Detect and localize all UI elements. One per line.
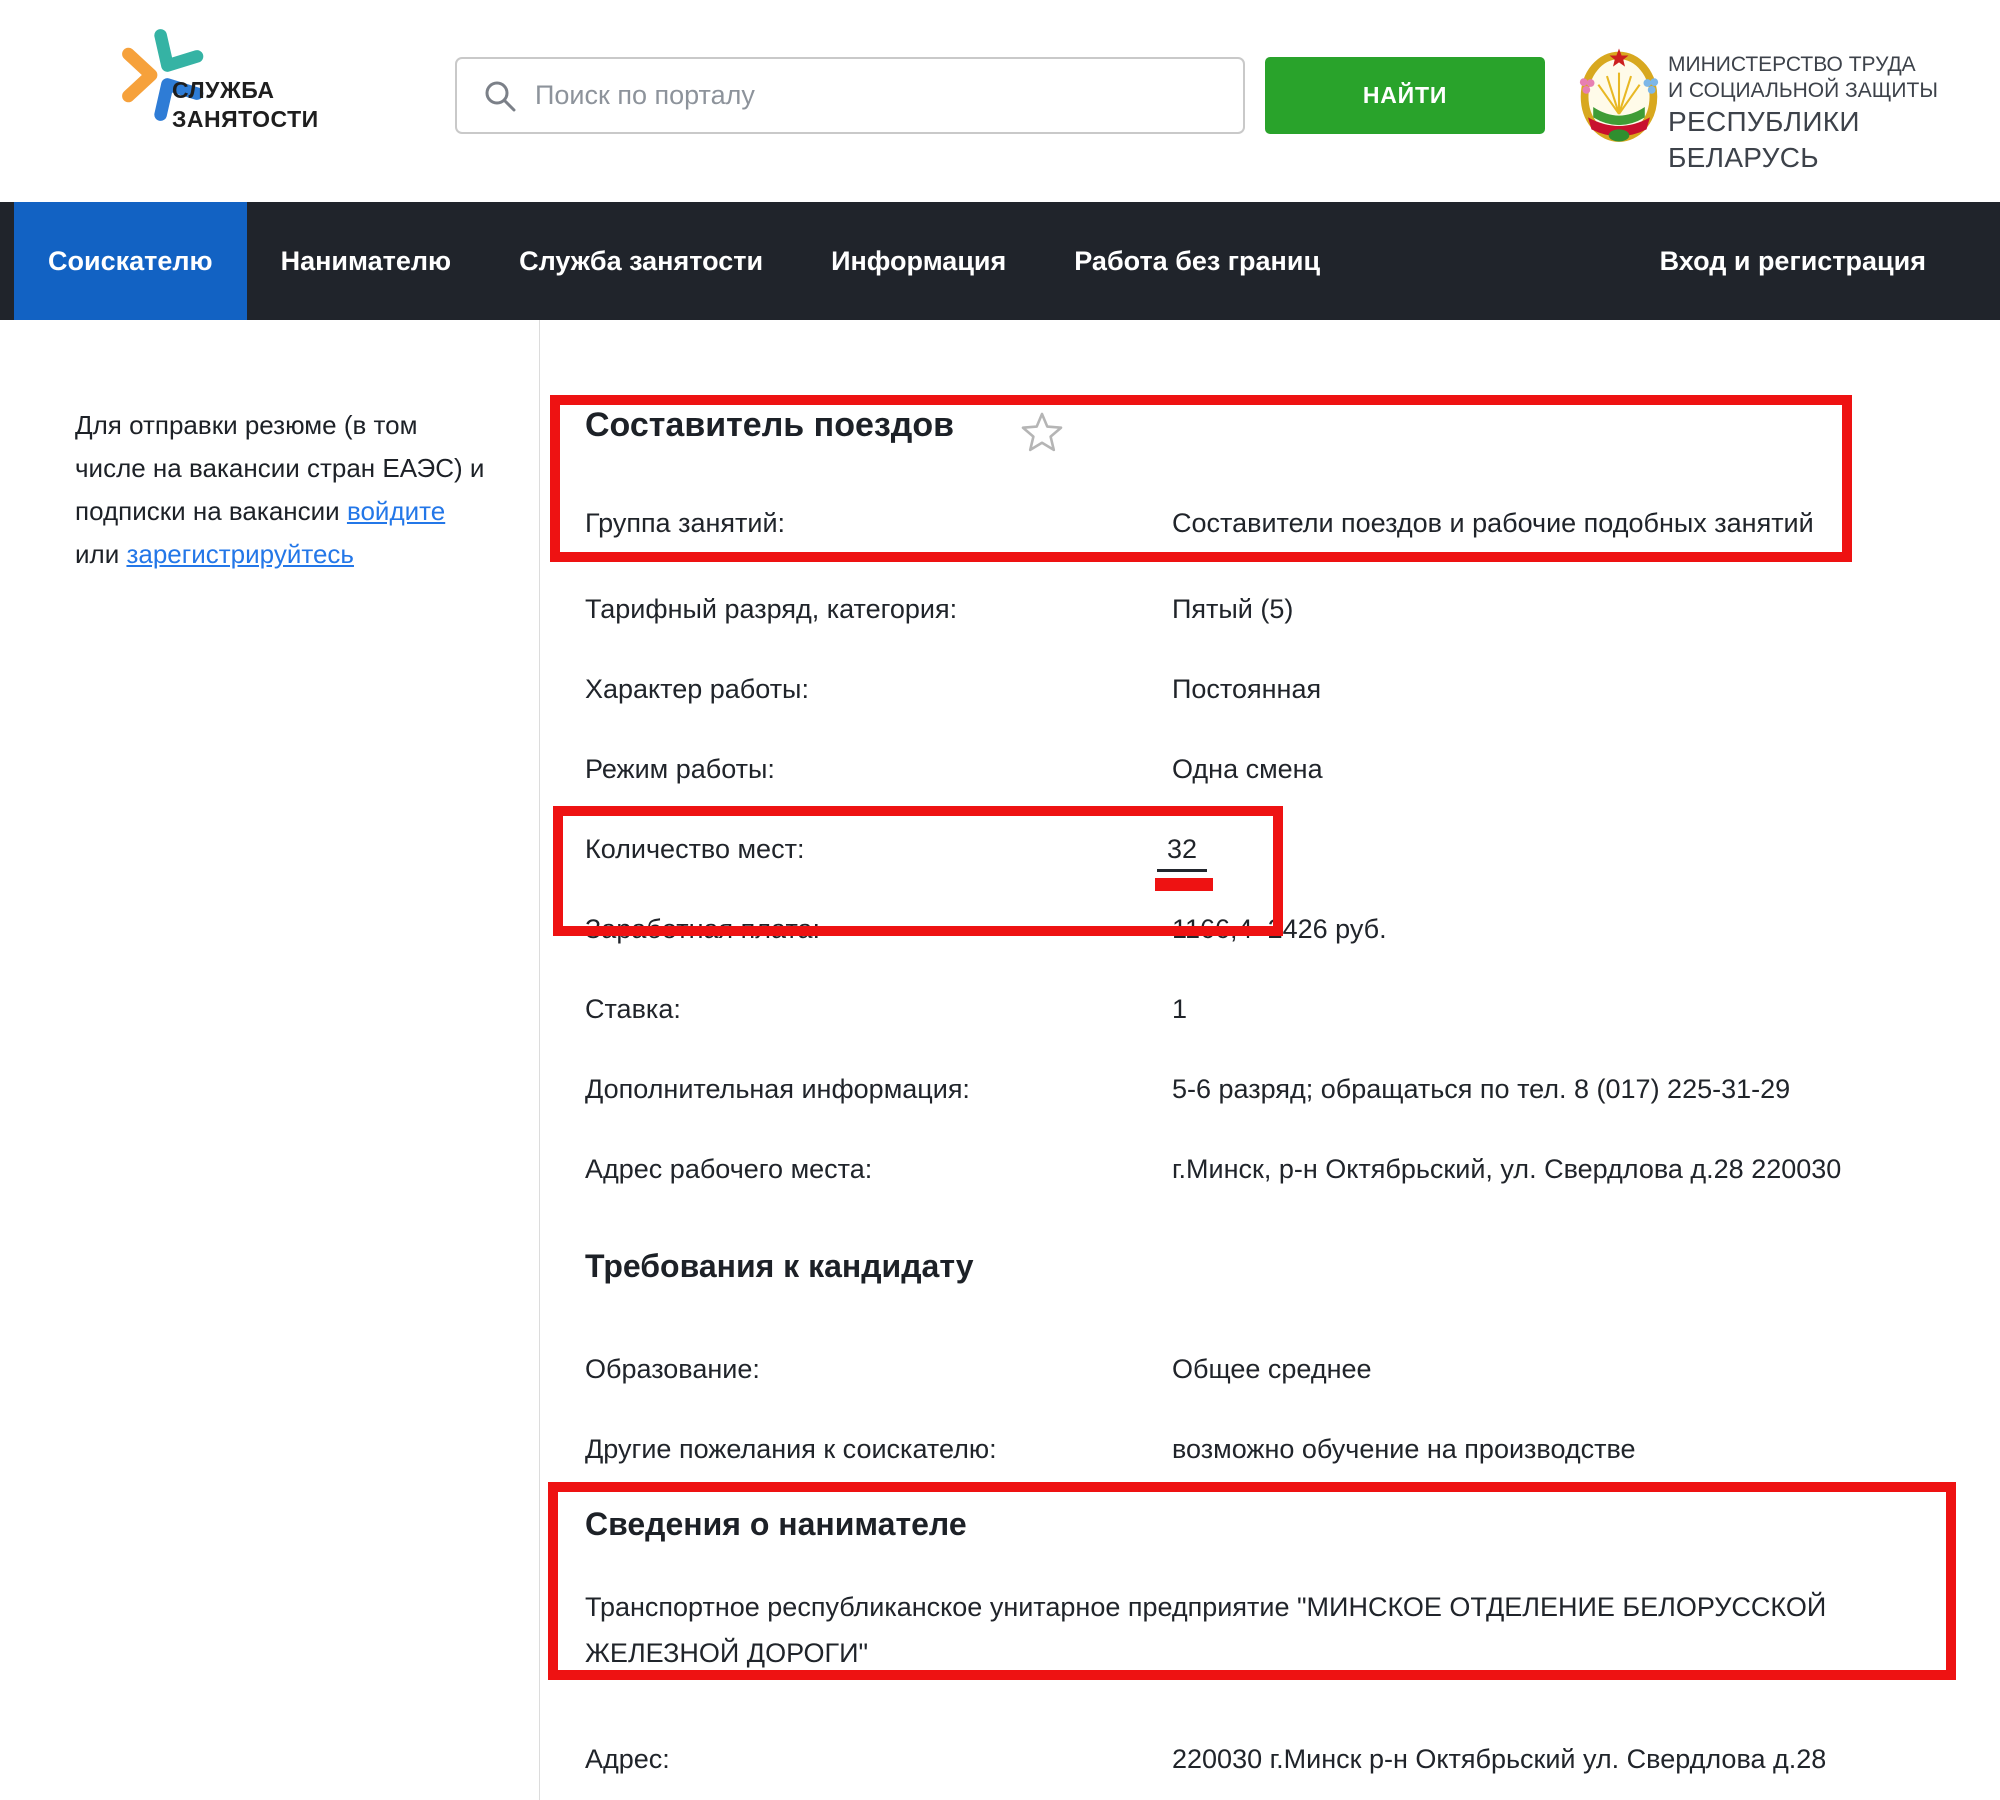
detail-label: Адрес рабочего места: [585, 1154, 873, 1184]
detail-label: Группа занятий: [585, 508, 786, 538]
detail-value: Одна смена [1172, 754, 1323, 784]
sidebar-line3-text: подписки на вакансии [75, 496, 340, 526]
nav-login-registration[interactable]: Вход и регистрация [1659, 245, 1926, 276]
detail-value: возможно обучение на производстве [1172, 1434, 1636, 1464]
search-icon [483, 79, 517, 113]
nav-tab-soiskatelyu[interactable]: Соискателю [14, 202, 247, 320]
detail-label: Заработная плата: [585, 914, 821, 944]
detail-label: Дополнительная информация: [585, 1074, 970, 1104]
detail-value: 1 [1172, 994, 1188, 1024]
detail-value: 1166,4–2426 руб. [1172, 914, 1387, 944]
logo-caption-line2: ЗАНЯТОСТИ [172, 106, 319, 132]
detail-value: Общее среднее [1172, 1354, 1372, 1384]
detail-value: г.Минск, р-н Октябрьский, ул. Свердлова д.28 220030 [1172, 1154, 1842, 1184]
annotation-underline-32 [1155, 878, 1213, 891]
sidebar-line4-text: или [75, 539, 120, 569]
main-navigation [0, 202, 2000, 320]
requirements-heading: Требования к кандидату [585, 1248, 974, 1284]
nav-tab-rabota-bez-granic[interactable]: Работа без границ [1074, 245, 1321, 276]
search-input[interactable] [535, 61, 1233, 131]
nav-tab-nanimatelyu[interactable]: Нанимателю [280, 245, 452, 276]
employer-name: Транспортное республиканское унитарное предприятие "МИНСКОЕ ОТДЕЛЕНИЕ БЕЛОРУССКОЙ ЖЕЛЕЗНОЙ ДОРОГИ" [585, 1592, 1827, 1668]
ministry-line2: И СОЦИАЛЬНОЙ ЗАЩИТЫ [1668, 79, 1938, 102]
detail-label: Характер работы: [585, 674, 809, 704]
favorite-star-icon[interactable] [1020, 410, 1064, 454]
vacancy-title: Составитель поездов [585, 406, 955, 444]
detail-value: Пятый (5) [1172, 594, 1294, 624]
detail-value: Постоянная [1172, 674, 1322, 704]
ministry-caption [1668, 52, 2000, 176]
nav-tab-sluzhba-zanyatosti[interactable]: Служба занятости [519, 245, 764, 276]
detail-label: Адрес: [585, 1744, 670, 1774]
sidebar-line3 [75, 490, 505, 533]
ministry-line3: РЕСПУБЛИКИ БЕЛАРУСЬ [1668, 106, 1860, 173]
nav-tab-informaciya[interactable]: Информация [831, 245, 1007, 276]
detail-label: Количество мест: [585, 834, 805, 864]
detail-label: Образование: [585, 1354, 760, 1384]
login-link[interactable]: войдите [346, 496, 446, 526]
detail-label: Ставка: [585, 994, 681, 1024]
detail-label: Режим работы: [585, 754, 775, 784]
detail-value: 220030 г.Минск р-н Октябрьский ул. Свердлова д.28 [1172, 1744, 1827, 1774]
logo-caption [172, 76, 319, 134]
content-divider [539, 320, 540, 1800]
register-link[interactable]: зарегистрируйтесь [126, 539, 354, 569]
sidebar-note [75, 404, 505, 576]
coat-of-arms [1576, 40, 1662, 150]
vacancy-count-value: 32 [1157, 832, 1207, 872]
sidebar-line4 [75, 533, 505, 576]
logo-caption-line1: СЛУЖБА [172, 77, 275, 103]
sidebar-line1: Для отправки резюме (в том [75, 410, 418, 440]
detail-label: Другие пожелания к соискателю: [585, 1434, 997, 1464]
ministry-line1: МИНИСТЕРСТВО ТРУДА [1668, 53, 1916, 76]
sidebar-line2: числе на вакансии стран ЕАЭС) и [75, 453, 485, 483]
detail-label: Тарифный разряд, категория: [585, 594, 958, 624]
employer-heading: Сведения о нанимателе [585, 1506, 967, 1542]
portal-search [455, 57, 1245, 134]
detail-value: Составители поездов и рабочие подобных занятий [1172, 508, 1814, 538]
search-submit-button[interactable]: НАЙТИ [1265, 57, 1545, 134]
detail-value: 5-6 разряд; обращаться по тел. 8 (017) 225-31-29 [1172, 1074, 1791, 1104]
